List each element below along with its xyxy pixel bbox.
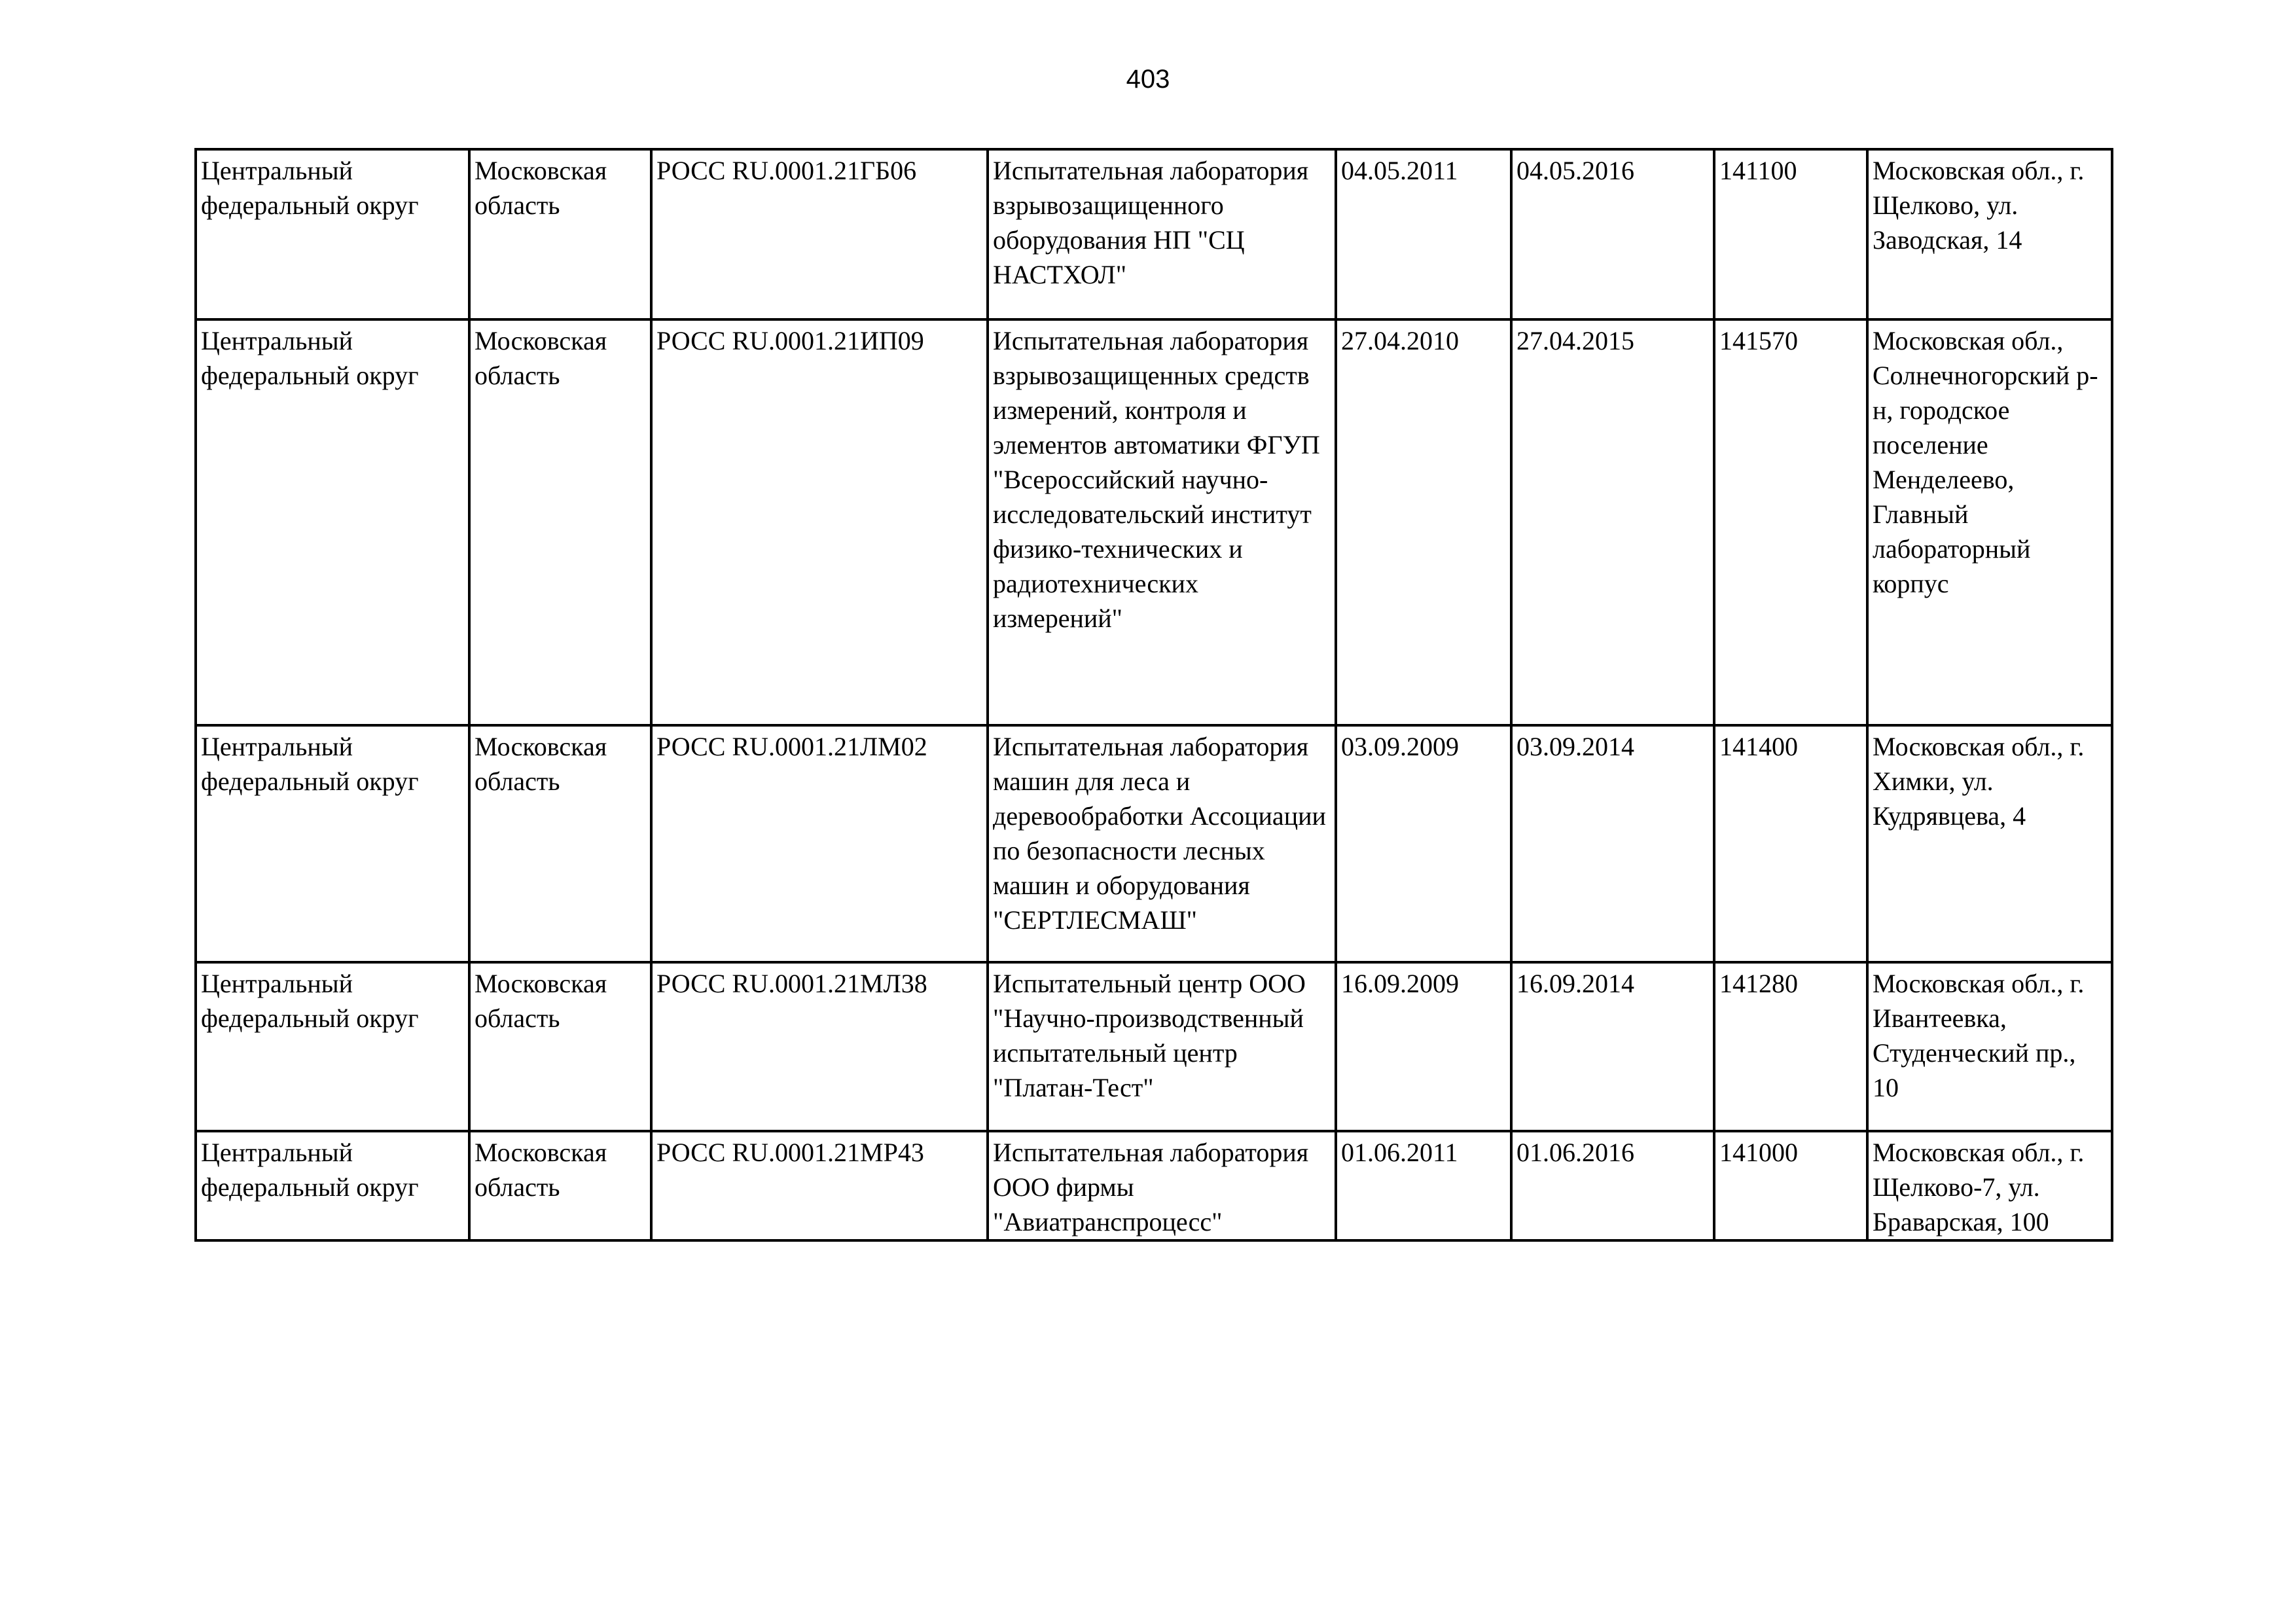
region-cell: Московская область: [469, 1131, 651, 1240]
region-cell: Московская область: [469, 319, 651, 725]
organization-cell: Испытательная лаборатория взрывозащищенного оборудования НП "СЦ НАСТХОЛ": [988, 149, 1336, 319]
address-cell: Московская обл., г. Щелково, ул. Заводская, 14: [1867, 149, 2112, 319]
postal-code-cell: 141280: [1714, 962, 1867, 1131]
district-cell: Центральный федеральный округ: [196, 319, 469, 725]
region-cell: Московская область: [469, 962, 651, 1131]
region-cell: Московская область: [469, 149, 651, 319]
postal-code-cell: 141400: [1714, 725, 1867, 962]
page-number: 403: [1126, 65, 1170, 94]
address-cell: Московская обл., г. Ивантеевка, Студенческий пр., 10: [1867, 962, 2112, 1131]
date-to-cell: 27.04.2015: [1511, 319, 1714, 725]
certificate-number-cell: РОСС RU.0001.21ГБ06: [651, 149, 988, 319]
date-to-cell: 01.06.2016: [1511, 1131, 1714, 1240]
district-cell: Центральный федеральный округ: [196, 725, 469, 962]
address-cell: Московская обл., г. Щелково-7, ул. Браварская, 100: [1867, 1131, 2112, 1240]
certificate-number-cell: РОСС RU.0001.21МР43: [651, 1131, 988, 1240]
date-from-cell: 04.05.2011: [1336, 149, 1511, 319]
organization-cell: Испытательная лаборатория машин для леса и деревообработки Ассоциации по безопасности лесных машин и оборудования "СЕРТЛЕСМАШ": [988, 725, 1336, 962]
date-from-cell: 16.09.2009: [1336, 962, 1511, 1131]
district-cell: Центральный федеральный округ: [196, 149, 469, 319]
table-row: [196, 149, 2112, 319]
date-from-cell: 27.04.2010: [1336, 319, 1511, 725]
date-from-cell: 03.09.2009: [1336, 725, 1511, 962]
organization-cell: Испытательная лаборатория ООО фирмы "Авиатранспроцесс": [988, 1131, 1336, 1240]
certificate-number-cell: РОСС RU.0001.21ЛМ02: [651, 725, 988, 962]
date-to-cell: 04.05.2016: [1511, 149, 1714, 319]
table-row: [196, 962, 2112, 1131]
postal-code-cell: 141100: [1714, 149, 1867, 319]
address-cell: Московская обл., Солнечногорский р-н, городское поселение Менделеево, Главный лабораторный корпус: [1867, 319, 2112, 725]
district-cell: Центральный федеральный округ: [196, 962, 469, 1131]
postal-code-cell: 141570: [1714, 319, 1867, 725]
table-row: [196, 319, 2112, 725]
certificate-number-cell: РОСС RU.0001.21МЛ38: [651, 962, 988, 1131]
date-from-cell: 01.06.2011: [1336, 1131, 1511, 1240]
address-cell: Московская обл., г. Химки, ул. Кудрявцева, 4: [1867, 725, 2112, 962]
district-cell: Центральный федеральный округ: [196, 1131, 469, 1240]
organization-cell: Испытательный центр ООО "Научно-производственный испытательный центр "Платан-Тест": [988, 962, 1336, 1131]
organization-cell: Испытательная лаборатория взрывозащищенных средств измерений, контроля и элементов автоматики ФГУП "Всероссийский научно-исследовательский институт физико-технических и радиотехнических измерений": [988, 319, 1336, 725]
date-to-cell: 03.09.2014: [1511, 725, 1714, 962]
postal-code-cell: 141000: [1714, 1131, 1867, 1240]
date-to-cell: 16.09.2014: [1511, 962, 1714, 1131]
table-row: [196, 725, 2112, 962]
region-cell: Московская область: [469, 725, 651, 962]
registry-table: [194, 148, 2113, 1242]
certificate-number-cell: РОСС RU.0001.21ИП09: [651, 319, 988, 725]
table-row: [196, 1131, 2112, 1240]
